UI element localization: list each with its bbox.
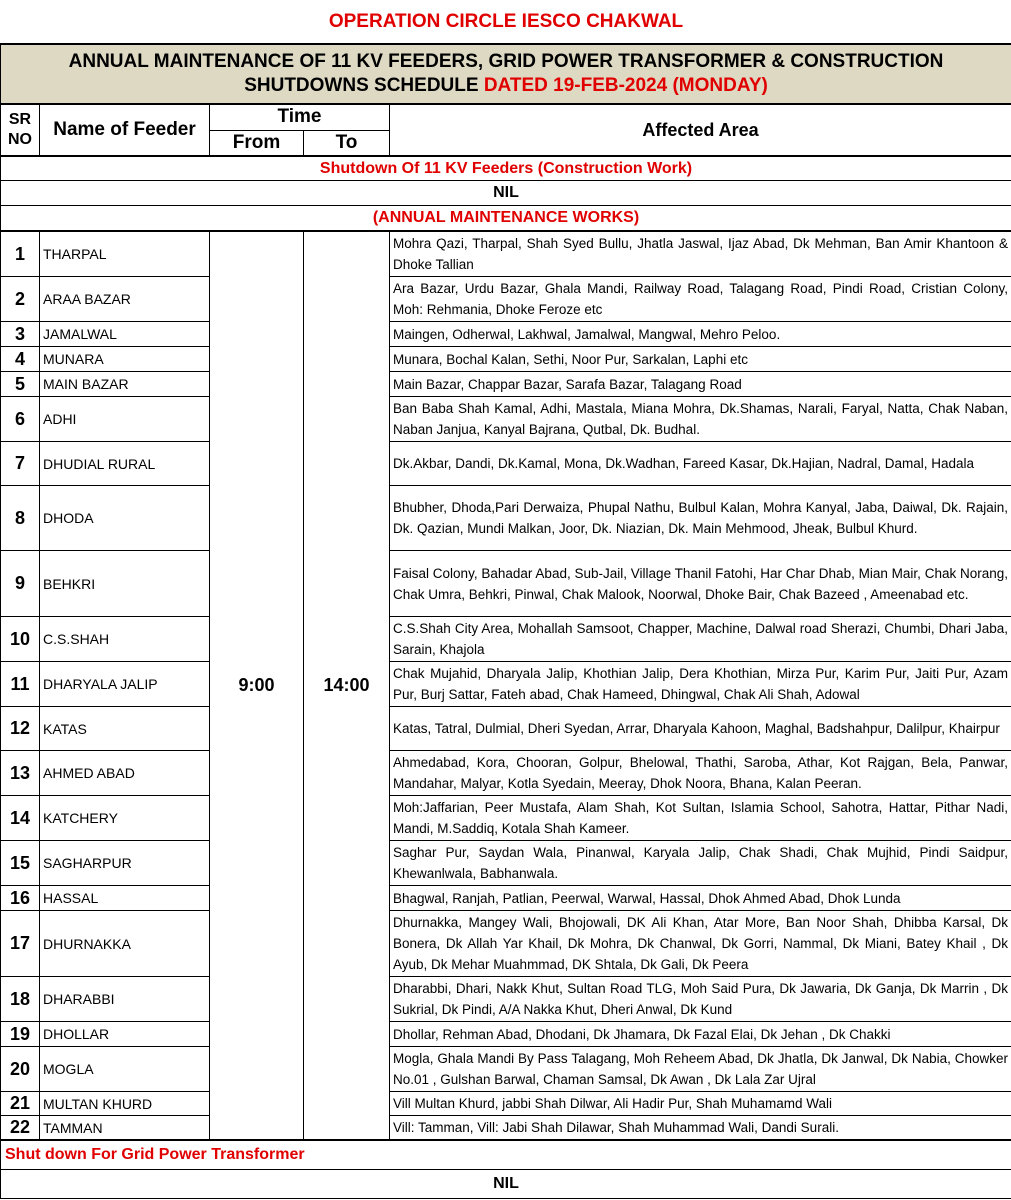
time-to-value: 14:00	[304, 231, 390, 1140]
header-affected-area: Affected Area	[390, 104, 1011, 156]
row-affected-area: Chak Mujahid, Dharyala Jalip, Khothian Jalip, Dera Khothian, Mirza Pur, Karim Pur, Jaiti Pur, Azam Pur, Burj Sattar, Fateh abad, Chak Hameed, Dhingwal, Chak Ali Shah, Adowal	[390, 662, 1011, 707]
page-title: OPERATION CIRCLE IESCO CHAKWAL	[1, 0, 1011, 44]
header-to: To	[304, 130, 390, 156]
row-sr-no: 5	[1, 372, 40, 397]
table-row	[1, 397, 1011, 442]
row-feeder-name: HASSAL	[40, 886, 210, 911]
row-sr-no: 3	[1, 322, 40, 347]
subtitle-line2-black: SHUTDOWNS SCHEDULE	[244, 75, 479, 96]
row-affected-area: Munara, Bochal Kalan, Sethi, Noor Pur, Sarkalan, Laphi etc	[390, 347, 1011, 372]
row-sr-no: 10	[1, 617, 40, 662]
table-row	[1, 617, 1011, 662]
table-row	[1, 886, 1011, 911]
row-sr-no: 2	[1, 277, 40, 322]
row-affected-area: Mogla, Ghala Mandi By Pass Talagang, Moh Reheem Abad, Dk Jhatla, Dk Janwal, Dk Nabia, Chowker No.01 , Gulshan Barwal, Chaman Samsal, Dk Awan , Dk Lala Zar Ujral	[390, 1047, 1011, 1092]
row-feeder-name: ARAA BAZAR	[40, 277, 210, 322]
table-row	[1, 977, 1011, 1022]
row-feeder-name: MULTAN KHURD	[40, 1092, 210, 1116]
row-sr-no: 9	[1, 551, 40, 617]
table-row	[1, 796, 1011, 841]
time-from-value: 9:00	[210, 231, 304, 1140]
table-row	[1, 841, 1011, 886]
table-row	[1, 1092, 1011, 1116]
row-affected-area: Faisal Colony, Bahadar Abad, Sub-Jail, Village Thanil Fatohi, Har Char Dhab, Mian Mair, Chak Norang, Chak Umra, Behkri, Pinwal, Chak Malook, Noorwal, Dhoke Bair, Chak Bazeed , Ameenabad etc.	[390, 551, 1011, 617]
subtitle-line2	[1, 74, 1011, 98]
row-feeder-name: SAGHARPUR	[40, 841, 210, 886]
row-sr-no: 11	[1, 662, 40, 707]
section-construction-nil: NIL	[1, 181, 1011, 206]
row-sr-no: 19	[1, 1022, 40, 1047]
table-row	[1, 1116, 1011, 1141]
row-affected-area: Ahmedabad, Kora, Chooran, Golpur, Bhelowal, Thathi, Saroba, Athar, Kot Rajgan, Bela, Panwar, Mandahar, Malyar, Kotla Syedain, Meeray, Dhok Noora, Bhana, Kalan Peeran.	[390, 751, 1011, 796]
row-affected-area: Bhagwal, Ranjah, Patlian, Peerwal, Warwal, Hassal, Dhok Ahmed Abad, Dhok Lunda	[390, 886, 1011, 911]
row-sr-no: 12	[1, 707, 40, 751]
header-from: From	[210, 130, 304, 156]
row-affected-area: Dhollar, Rehman Abad, Dhodani, Dk Jhamara, Dk Fazal Elai, Dk Jehan , Dk Chakki	[390, 1022, 1011, 1047]
header-sr-line1: SR	[8, 111, 32, 128]
row-sr-no: 14	[1, 796, 40, 841]
row-affected-area: Dharabbi, Dhari, Nakk Khut, Sultan Road TLG, Moh Said Pura, Dk Jawaria, Dk Ganja, Dk Marrin , Dk Sukrial, Dk Pindi, A/A Nakka Khut, Dheri Anwal, Dk Kund	[390, 977, 1011, 1022]
section-maintenance: (ANNUAL MAINTENANCE WORKS)	[1, 206, 1011, 232]
row-feeder-name: KATCHERY	[40, 796, 210, 841]
row-affected-area: Vill Multan Khurd, jabbi Shah Dilwar, Ali Hadir Pur, Shah Muhamamd Wali	[390, 1092, 1011, 1116]
header-feeder-name: Name of Feeder	[40, 104, 210, 156]
row-affected-area: Bhubher, Dhoda,Pari Derwaiza, Phupal Nathu, Bulbul Kalan, Mohra Kanyal, Jaba, Daiwal, Dk. Rajain, Dk. Qazian, Mundi Malkan, Joor, Dk. Niazian, Dk. Main Mehmood, Jheak, Bulbul Khurd.	[390, 486, 1011, 551]
row-feeder-name: MAIN BAZAR	[40, 372, 210, 397]
row-sr-no: 22	[1, 1116, 40, 1141]
table-row	[1, 707, 1011, 751]
row-feeder-name: THARPAL	[40, 231, 210, 277]
table-row	[1, 442, 1011, 486]
row-sr-no: 4	[1, 347, 40, 372]
table-row	[1, 751, 1011, 796]
header-sr-no	[1, 104, 40, 156]
row-sr-no: 15	[1, 841, 40, 886]
row-sr-no: 17	[1, 911, 40, 977]
table-row	[1, 911, 1011, 977]
row-feeder-name: DHODA	[40, 486, 210, 551]
row-feeder-name: JAMALWAL	[40, 322, 210, 347]
header-time: Time	[210, 104, 390, 130]
row-feeder-name: MOGLA	[40, 1047, 210, 1092]
header-sr-line2: NO	[8, 131, 32, 148]
row-feeder-name: KATAS	[40, 707, 210, 751]
row-affected-area: C.S.Shah City Area, Mohallah Samsoot, Chapper, Machine, Dalwal road Sherazi, Chumbi, Dhari Jaba, Sarain, Khajola	[390, 617, 1011, 662]
row-feeder-name: MUNARA	[40, 347, 210, 372]
row-affected-area: Ara Bazar, Urdu Bazar, Ghala Mandi, Railway Road, Talagang Road, Pindi Road, Cristian Colony, Moh: Rehmania, Dhoke Feroze etc	[390, 277, 1011, 322]
row-feeder-name: DHOLLAR	[40, 1022, 210, 1047]
row-affected-area: Moh:Jaffarian, Peer Mustafa, Alam Shah, Kot Sultan, Islamia School, Sahotra, Hattar, Pithar Nadi, Mandi, M.Saddiq, Kotala Shah Kameer.	[390, 796, 1011, 841]
table-row	[1, 486, 1011, 551]
row-feeder-name: DHARYALA JALIP	[40, 662, 210, 707]
row-sr-no: 7	[1, 442, 40, 486]
row-affected-area: Mohra Qazi, Tharpal, Shah Syed Bullu, Jhatla Jaswal, Ijaz Abad, Dk Mehman, Ban Amir Khantoon & Dhoke Tallian	[390, 231, 1011, 277]
row-sr-no: 18	[1, 977, 40, 1022]
row-sr-no: 8	[1, 486, 40, 551]
row-affected-area: Vill: Tamman, Vill: Jabi Shah Dilawar, Shah Muhammad Wali, Dandi Surali.	[390, 1116, 1011, 1141]
row-feeder-name: TAMMAN	[40, 1116, 210, 1141]
subtitle-line1: ANNUAL MAINTENANCE OF 11 KV FEEDERS, GRID POWER TRANSFORMER & CONSTRUCTION	[68, 51, 944, 72]
row-feeder-name: DHARABBI	[40, 977, 210, 1022]
table-row	[1, 372, 1011, 397]
table-row	[1, 551, 1011, 617]
row-affected-area: Katas, Tatral, Dulmial, Dheri Syedan, Arrar, Dharyala Kahoon, Maghal, Badshahpur, Dalilpur, Khairpur	[390, 707, 1011, 751]
row-sr-no: 20	[1, 1047, 40, 1092]
row-feeder-name: DHUDIAL RURAL	[40, 442, 210, 486]
table-row	[1, 1022, 1011, 1047]
row-affected-area: Dhurnakka, Mangey Wali, Bhojowali, DK Ali Khan, Atar More, Ban Noor Shah, Dhibba Karsal, Dk Bonera, Dk Allah Yar Khail, Dk Mohra, Dk Chanwal, Dk Gorri, Nammal, Dk Miani, Batey Khail , Dk Ayub, Dk Mehar Muahmmad, DK Shtala, Dk Gali, Dk Peera	[390, 911, 1011, 977]
row-affected-area: Maingen, Odherwal, Lakhwal, Jamalwal, Mangwal, Mehro Peloo.	[390, 322, 1011, 347]
row-feeder-name: AHMED ABAD	[40, 751, 210, 796]
row-affected-area: Main Bazar, Chappar Bazar, Sarafa Bazar, Talagang Road	[390, 372, 1011, 397]
row-sr-no: 21	[1, 1092, 40, 1116]
table-row	[1, 322, 1011, 347]
row-feeder-name: C.S.SHAH	[40, 617, 210, 662]
row-sr-no: 6	[1, 397, 40, 442]
row-feeder-name: BEHKRI	[40, 551, 210, 617]
row-affected-area: Ban Baba Shah Kamal, Adhi, Mastala, Miana Mohra, Dk.Shamas, Narali, Faryal, Natta, Chak Naban, Naban Janjua, Kanyal Bajrana, Qutbal, Dk. Budhal.	[390, 397, 1011, 442]
row-feeder-name: ADHI	[40, 397, 210, 442]
section-construction: Shutdown Of 11 KV Feeders (Construction Work)	[1, 156, 1011, 181]
row-affected-area: Dk.Akbar, Dandi, Dk.Kamal, Mona, Dk.Wadhan, Fareed Kasar, Dk.Hajian, Nadral, Damal, Hadala	[390, 442, 1011, 486]
row-sr-no: 1	[1, 231, 40, 277]
row-sr-no: 16	[1, 886, 40, 911]
section-grid-transformer: Shut down For Grid Power Transformer	[1, 1140, 1011, 1170]
table-row	[1, 662, 1011, 707]
row-sr-no: 13	[1, 751, 40, 796]
schedule-date: DATED 19-FEB-2024 (MONDAY)	[483, 75, 768, 96]
table-row	[1, 277, 1011, 322]
row-feeder-name: DHURNAKKA	[40, 911, 210, 977]
schedule-subtitle	[1, 44, 1011, 104]
section-grid-nil: NIL	[1, 1170, 1011, 1199]
table-row	[1, 347, 1011, 372]
row-affected-area: Saghar Pur, Saydan Wala, Pinanwal, Karyala Jalip, Chak Shadi, Chak Mujhid, Pindi Saidpur, Khewanlwala, Babhanwala.	[390, 841, 1011, 886]
table-row	[1, 231, 1011, 277]
table-row	[1, 1047, 1011, 1092]
